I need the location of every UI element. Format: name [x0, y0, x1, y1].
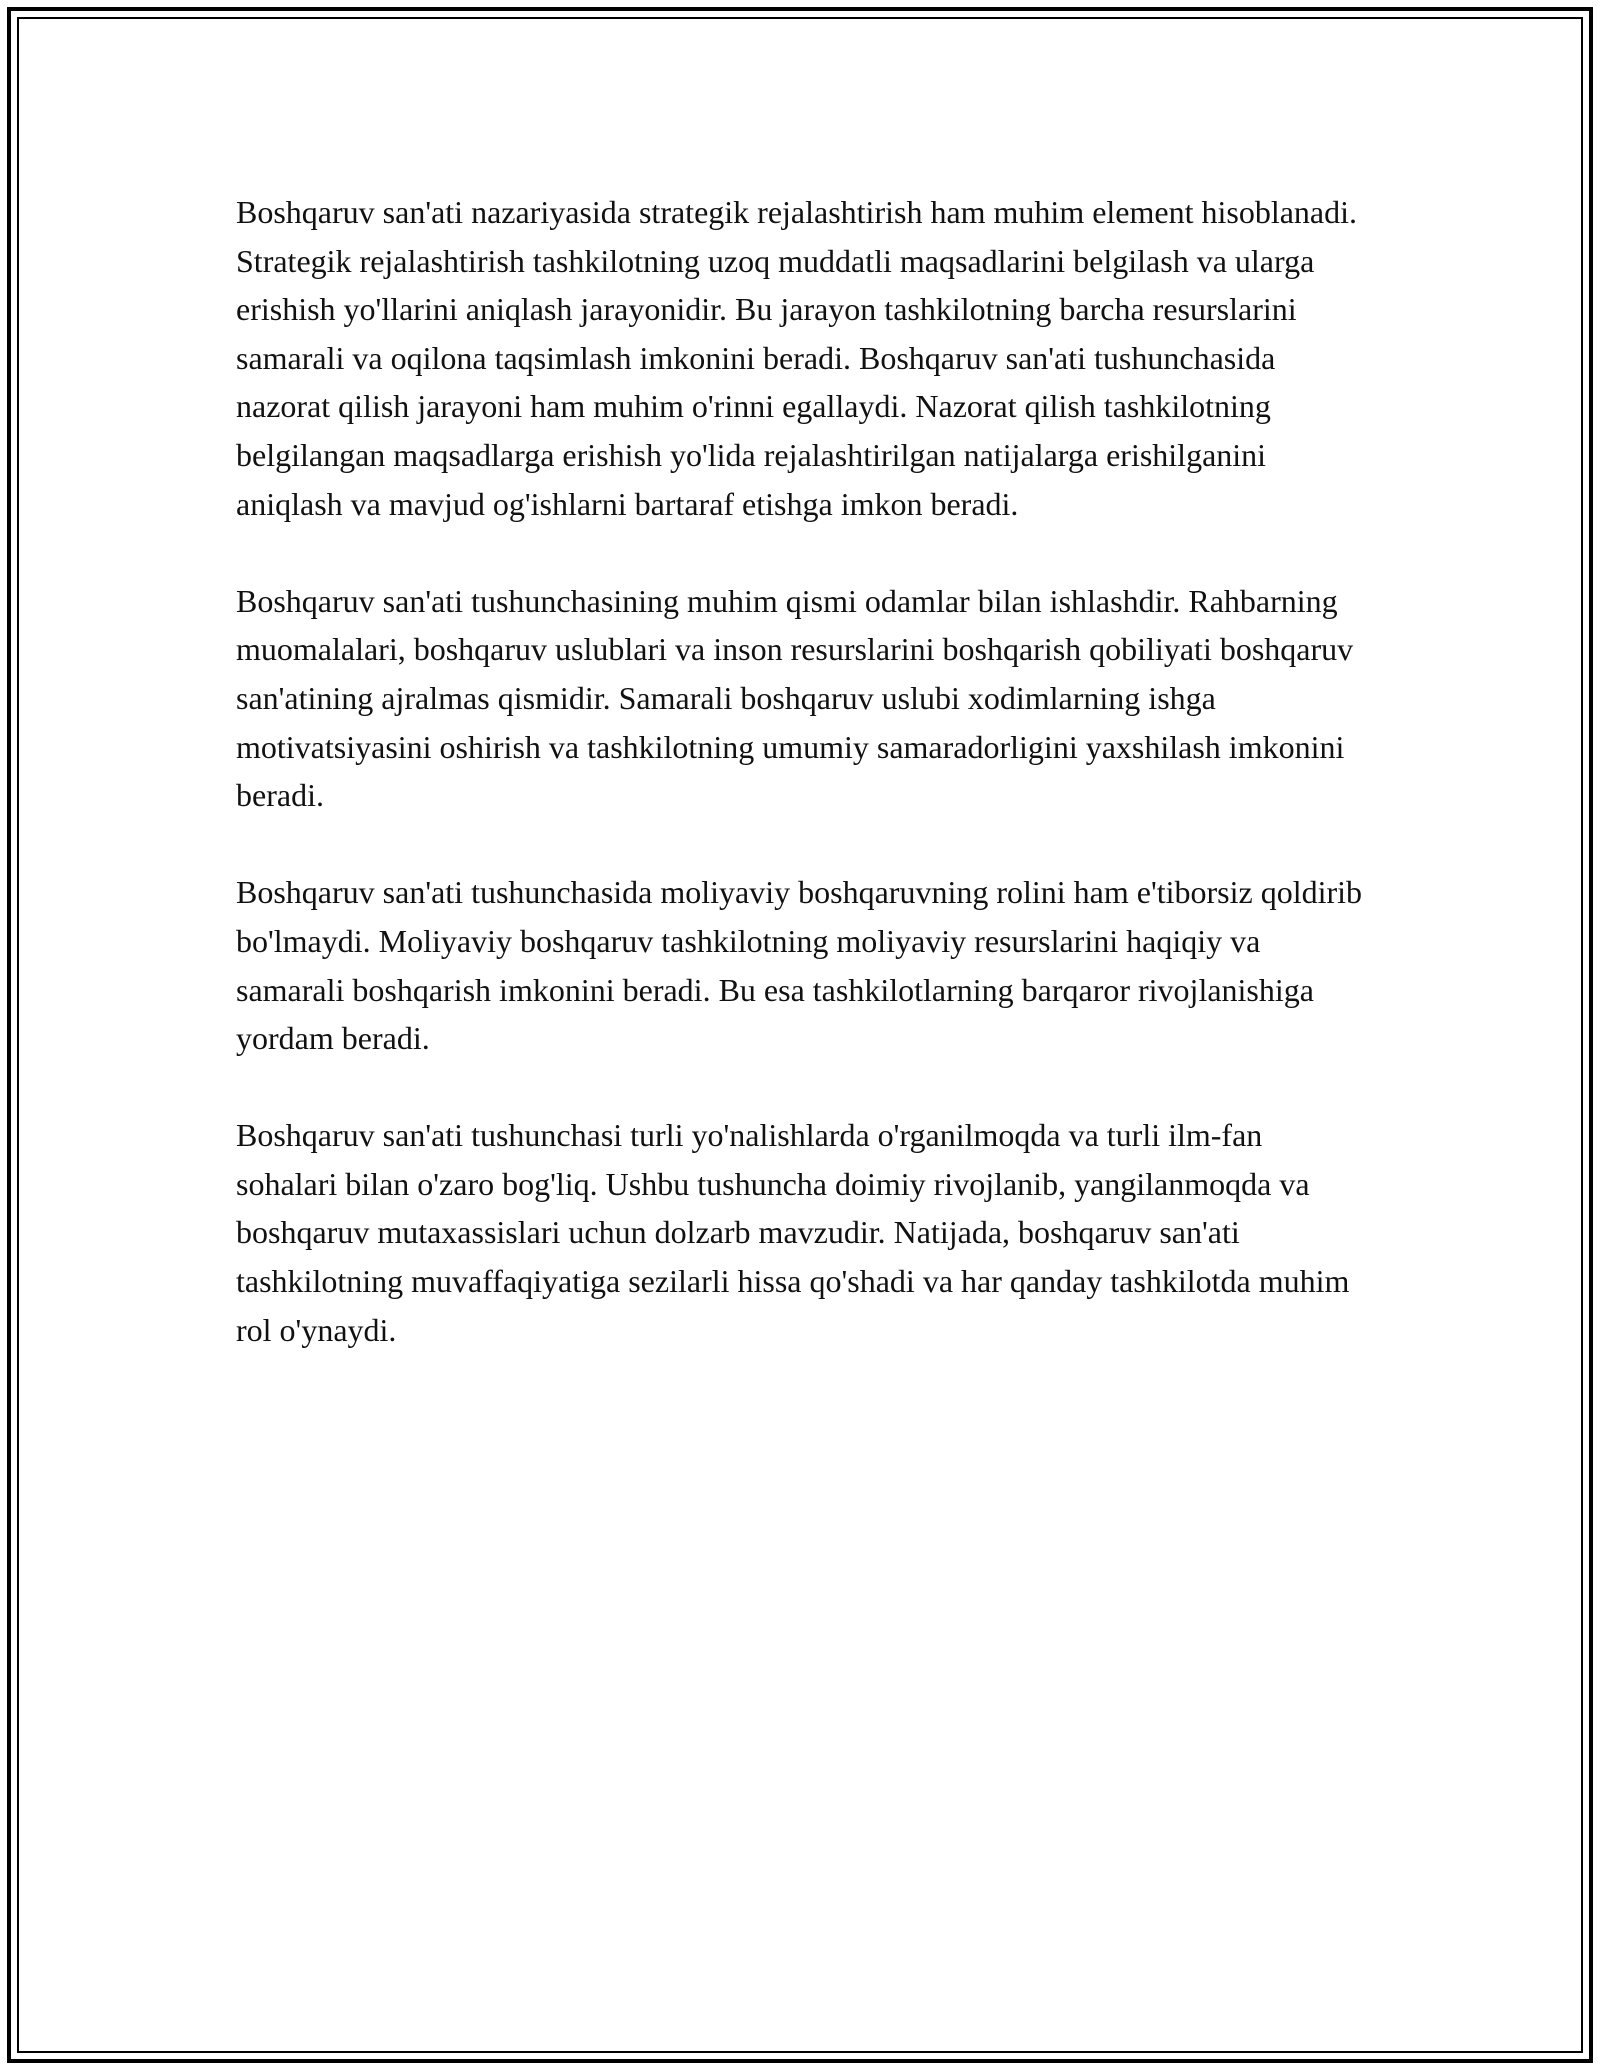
document-body [236, 188, 1366, 1403]
paragraph-4: Boshqaruv san'ati tushunchasi turli yo'nalishlarda o'rganilmoqda va turli ilm-fan sohalari bilan o'zaro bog'liq. Ushbu tushuncha doimiy rivojlanib, yangilanmoqda va boshqaruv mutaxassislari uchun dolzarb mavzudir. Natijada, boshqaruv san'ati tashkilotning muvaffaqiyatiga sezilarli hissa qo'shadi va har qanday tashkilotda muhim rol o'ynaydi. [236, 1117, 1350, 1348]
paragraph-2: Boshqaruv san'ati tushunchasining muhim qismi odamlar bilan ishlashdir. Rahbarning muomalalari, boshqaruv uslublari va inson resurslarini boshqarish qobiliyati boshqaruv san'atining ajralmas qismidir. Samarali boshqaruv uslubi xodimlarning ishga motivatsiyasini oshirish va tashkilotning umumiy samaradorligini yaxshilash imkonini beradi. [236, 582, 1354, 814]
paragraph-3: Boshqaruv san'ati tushunchasida moliyaviy boshqaruvning rolini ham e'tiborsiz qoldirib bo'lmaydi. Moliyaviy boshqaruv tashkilotning moliyaviy resurslarini haqiqiy va samarali boshqarish imkonini beradi. Bu esa tashkilotlarning barqaror rivojlanishiga yordam beradi. [236, 874, 1363, 1057]
paragraph-1: Boshqaruv san'ati nazariyasida strategik rejalashtirish ham muhim element hisoblanadi. Strategik rejalashtirish tashkilotning uzoq muddatli maqsadlarini belgilash va ularga erishish yo'llarini aniqlash jarayonidir. Bu jarayon tashkilotning barcha resurslarini samarali va oqilona taqsimlash imkonini beradi. Boshqaruv san'ati tushunchasida nazorat qilish jarayoni ham muhim o'rinni egallaydi. Nazorat qilish tashkilotning belgilangan maqsadlarga erishish yo'lida rejalashtirilgan natijalarga erishilganini aniqlash va mavjud og'ishlarni bartaraf etishga imkon beradi. [236, 194, 1358, 522]
